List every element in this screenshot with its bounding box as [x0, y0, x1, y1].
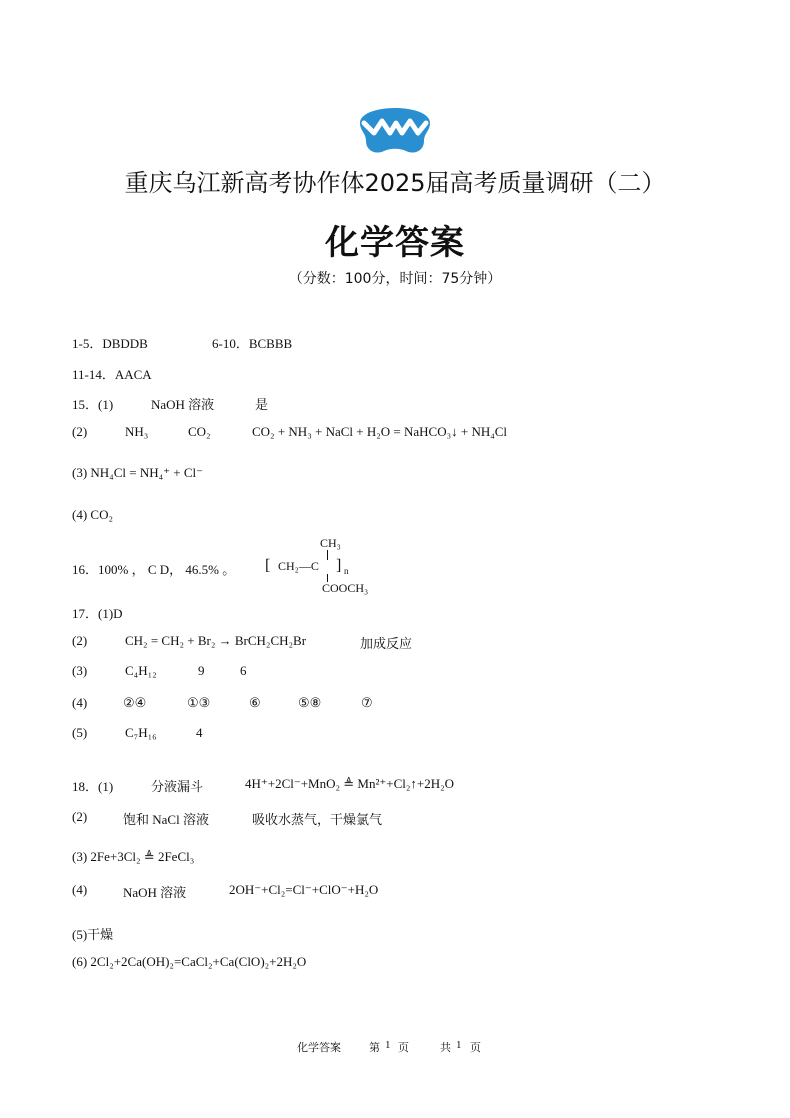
- q17-1-answer: 17．(1)D: [72, 606, 123, 621]
- footer-total-number: 1: [456, 1039, 462, 1051]
- polymer-bond-top: [327, 550, 328, 560]
- q18-2-number: (2): [72, 809, 88, 824]
- polymer-bracket-left: [: [265, 557, 271, 574]
- footer-page-unit: 页: [398, 1042, 409, 1054]
- exam-title: 重庆乌江新高考协作体2025届高考质量调研（二）: [124, 169, 666, 197]
- q17-3-answer-b: 9: [198, 663, 205, 678]
- q18-1-answer-a: 分液漏斗: [151, 779, 204, 794]
- q15-2-answer-a: NH₃: [125, 424, 149, 439]
- q17-4-answer-d: ⑤⑧: [298, 695, 322, 710]
- q18-2-answer-a: 饱和 NaCl 溶液: [123, 812, 209, 827]
- q15-1-answer-a: NaOH 溶液: [151, 397, 215, 412]
- q17-2-reaction-type: 加成反应: [360, 636, 413, 651]
- q17-4-number: (4): [72, 695, 88, 710]
- answer-mc-6-10: 6-10．BCBBB: [212, 336, 293, 351]
- q18-4-number: (4): [72, 882, 88, 897]
- polymer-bracket-right: ]: [336, 557, 342, 574]
- q18-4-answer-a: NaOH 溶液: [123, 885, 187, 900]
- organization-logo: [356, 97, 434, 157]
- q16-answers: 16．100% ， C D， 46.5% 。: [72, 562, 236, 577]
- q17-5-answer-a: C₇H₁₆: [125, 725, 157, 740]
- q18-4-equation: 2OH⁻+Cl₂=Cl⁻+ClO⁻+H₂O: [229, 882, 379, 897]
- q15-1-answer-b: 是: [255, 397, 269, 412]
- q18-5-answer: (5)干燥: [72, 927, 114, 942]
- footer-subject: 化学答案: [297, 1042, 341, 1054]
- polymer-methyl-group: CH₃: [320, 536, 341, 550]
- q18-1-equation: 4H⁺+2Cl⁻+MnO₂ ≜ Mn²⁺+Cl₂↑+2H₂O: [245, 776, 455, 791]
- q17-5-answer-b: 4: [196, 725, 203, 740]
- subject-title: 化学答案: [325, 223, 465, 263]
- q15-4-answer: (4) CO₂: [72, 507, 113, 522]
- footer-total-unit: 页: [470, 1042, 481, 1054]
- q15-2-equation: CO₂ + NH₃ + NaCl + H₂O = NaHCO₃↓ + NH₄Cl: [252, 424, 508, 439]
- polymer-backbone: CH₂—C: [278, 559, 319, 573]
- q18-3-answer: (3) 2Fe+3Cl₂ ≜ 2FeCl₃: [72, 849, 195, 864]
- q17-2-equation: CH₂ = CH₂ + Br₂ → BrCH₂CH₂Br: [125, 633, 307, 648]
- answer-mc-1-5: 1-5．DBDDB: [72, 336, 148, 351]
- q17-4-answer-a: ②④: [123, 695, 147, 710]
- polymer-ester-group: COOCH₃: [322, 581, 369, 595]
- footer-page-label: 第: [369, 1042, 380, 1054]
- q18-6-answer: (6) 2Cl₂+2Ca(OH)₂=CaCl₂+Ca(ClO)₂+2H₂O: [72, 954, 307, 969]
- q17-2-number: (2): [72, 633, 88, 648]
- q17-3-answer-c: 6: [240, 663, 247, 678]
- q17-4-answer-e: ⑦: [361, 695, 373, 710]
- q17-5-number: (5): [72, 725, 88, 740]
- polymer-n: n: [344, 566, 349, 576]
- q17-4-answer-c: ⑥: [249, 695, 261, 710]
- footer-page-number: 1: [385, 1039, 391, 1051]
- q17-4-answer-b: ①③: [187, 695, 211, 710]
- exam-meta: （分数：100分，时间：75分钟）: [288, 271, 502, 287]
- q15-2-answer-b: CO₂: [188, 424, 211, 439]
- polymer-structure: [262, 536, 382, 596]
- footer-total-label: 共: [440, 1042, 451, 1054]
- q15-1-number: 15．(1): [72, 397, 114, 412]
- q18-1-number: 18．(1): [72, 779, 114, 794]
- q15-2-number: (2): [72, 424, 88, 439]
- q17-3-number: (3): [72, 663, 88, 678]
- q15-3-answer: (3) NH₄Cl = NH₄⁺ + Cl⁻: [72, 465, 203, 480]
- q18-2-answer-b: 吸收水蒸气，干燥氯气: [252, 812, 383, 827]
- q17-3-answer-a: C₄H₁₂: [125, 663, 157, 678]
- answer-mc-11-14: 11-14．AACA: [72, 367, 152, 382]
